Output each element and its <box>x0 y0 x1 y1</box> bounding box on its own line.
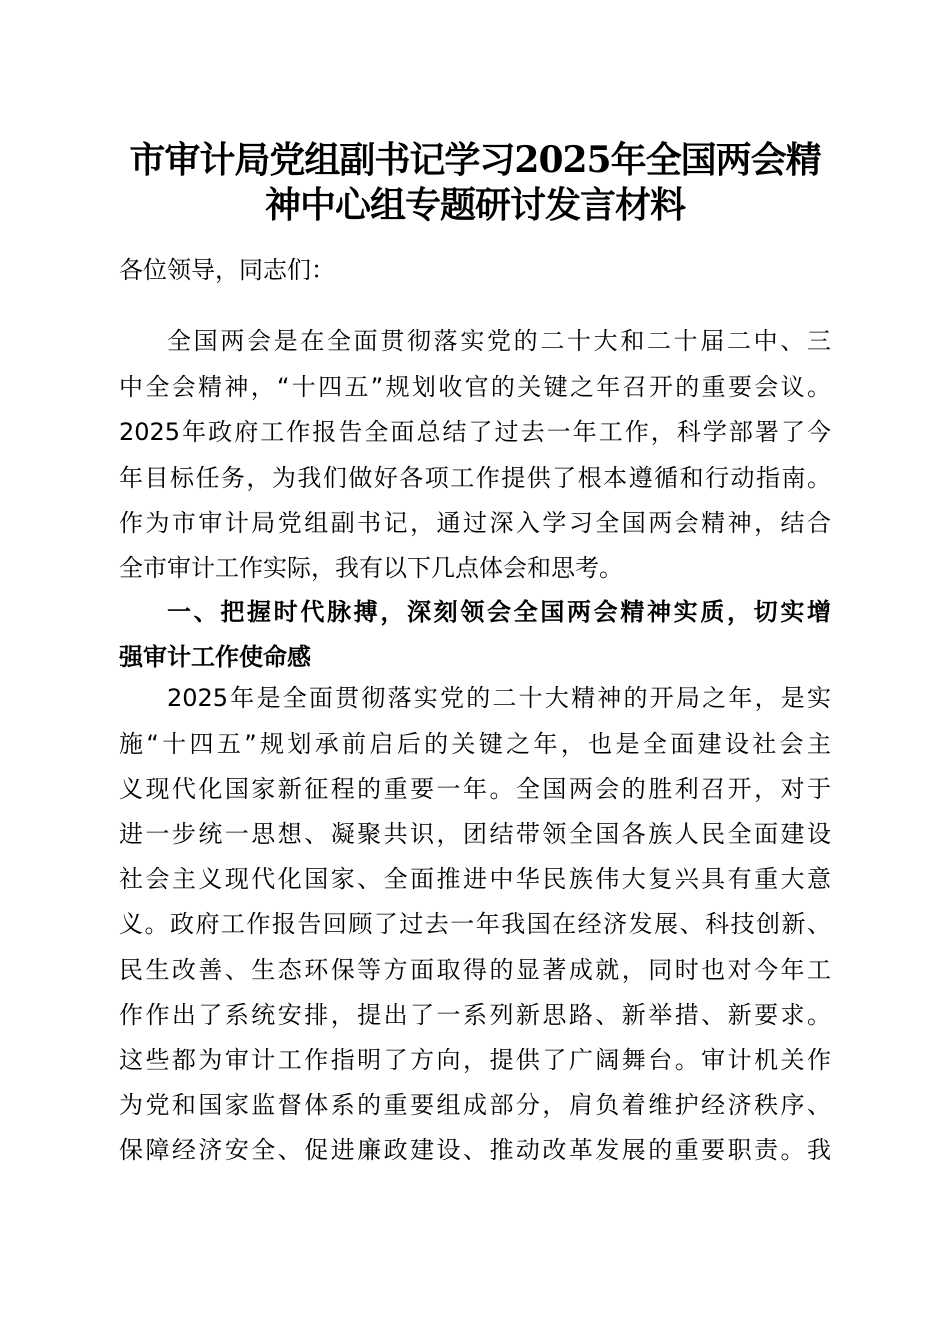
paragraph-line: 保障经济安全、促进廉政建设、推动改革发展的重要职责。我 <box>119 1136 831 1164</box>
paragraph-line: 这些都为审计工作指明了方向，提供了广阔舞台。审计机关作 <box>119 1046 831 1074</box>
document-title-line-2: 神中心组专题研讨发言材料 <box>264 184 685 226</box>
paragraph-line: 2025年政府工作报告全面总结了过去一年工作，科学部署了今 <box>119 418 831 446</box>
paragraph-line: 民生改善、生态环保等方面取得的显著成就，同时也对今年工 <box>119 956 831 984</box>
paragraph-line: 中全会精神，“十四五”规划收官的关键之年召开的重要会议。 <box>119 373 831 401</box>
paragraph-line: 年目标任务，为我们做好各项工作提供了根本遵循和行动指南。 <box>119 464 831 492</box>
salutation: 各位领导，同志们： <box>119 256 335 284</box>
paragraph-line: 作为市审计局党组副书记，通过深入学习全国两会精神，结合 <box>119 509 831 537</box>
paragraph-line: 进一步统一思想、凝聚共识，团结带领全国各族人民全面建设 <box>119 820 831 848</box>
paragraph-line: 社会主义现代化国家、全面推进中华民族伟大复兴具有重大意 <box>119 865 831 893</box>
paragraph-line: 义现代化国家新征程的重要一年。全国两会的胜利召开，对于 <box>119 775 831 803</box>
paragraph-line: 义。政府工作报告回顾了过去一年我国在经济发展、科技创新、 <box>119 910 831 938</box>
document-title-line-1: 市审计局党组副书记学习2025年全国两会精 <box>129 139 821 181</box>
paragraph-line: 2025年是全面贯彻落实党的二十大精神的开局之年，是实 <box>167 684 831 712</box>
paragraph-line: 为党和国家监督体系的重要组成部分，肩负着维护经济秩序、 <box>119 1091 831 1119</box>
paragraph-line: 全国两会是在全面贯彻落实党的二十大和二十届二中、三 <box>167 327 831 355</box>
section-heading-line-2: 强审计工作使命感 <box>119 643 311 671</box>
paragraph-line: 作作出了系统安排，提出了一系列新思路、新举措、新要求。 <box>119 1001 831 1029</box>
section-heading-line-1: 一、把握时代脉搏，深刻领会全国两会精神实质，切实增 <box>167 598 831 626</box>
paragraph-line: 全市审计工作实际，我有以下几点体会和思考。 <box>119 554 623 582</box>
paragraph-line: 施“十四五”规划承前启后的关键之年，也是全面建设社会主 <box>119 730 831 758</box>
